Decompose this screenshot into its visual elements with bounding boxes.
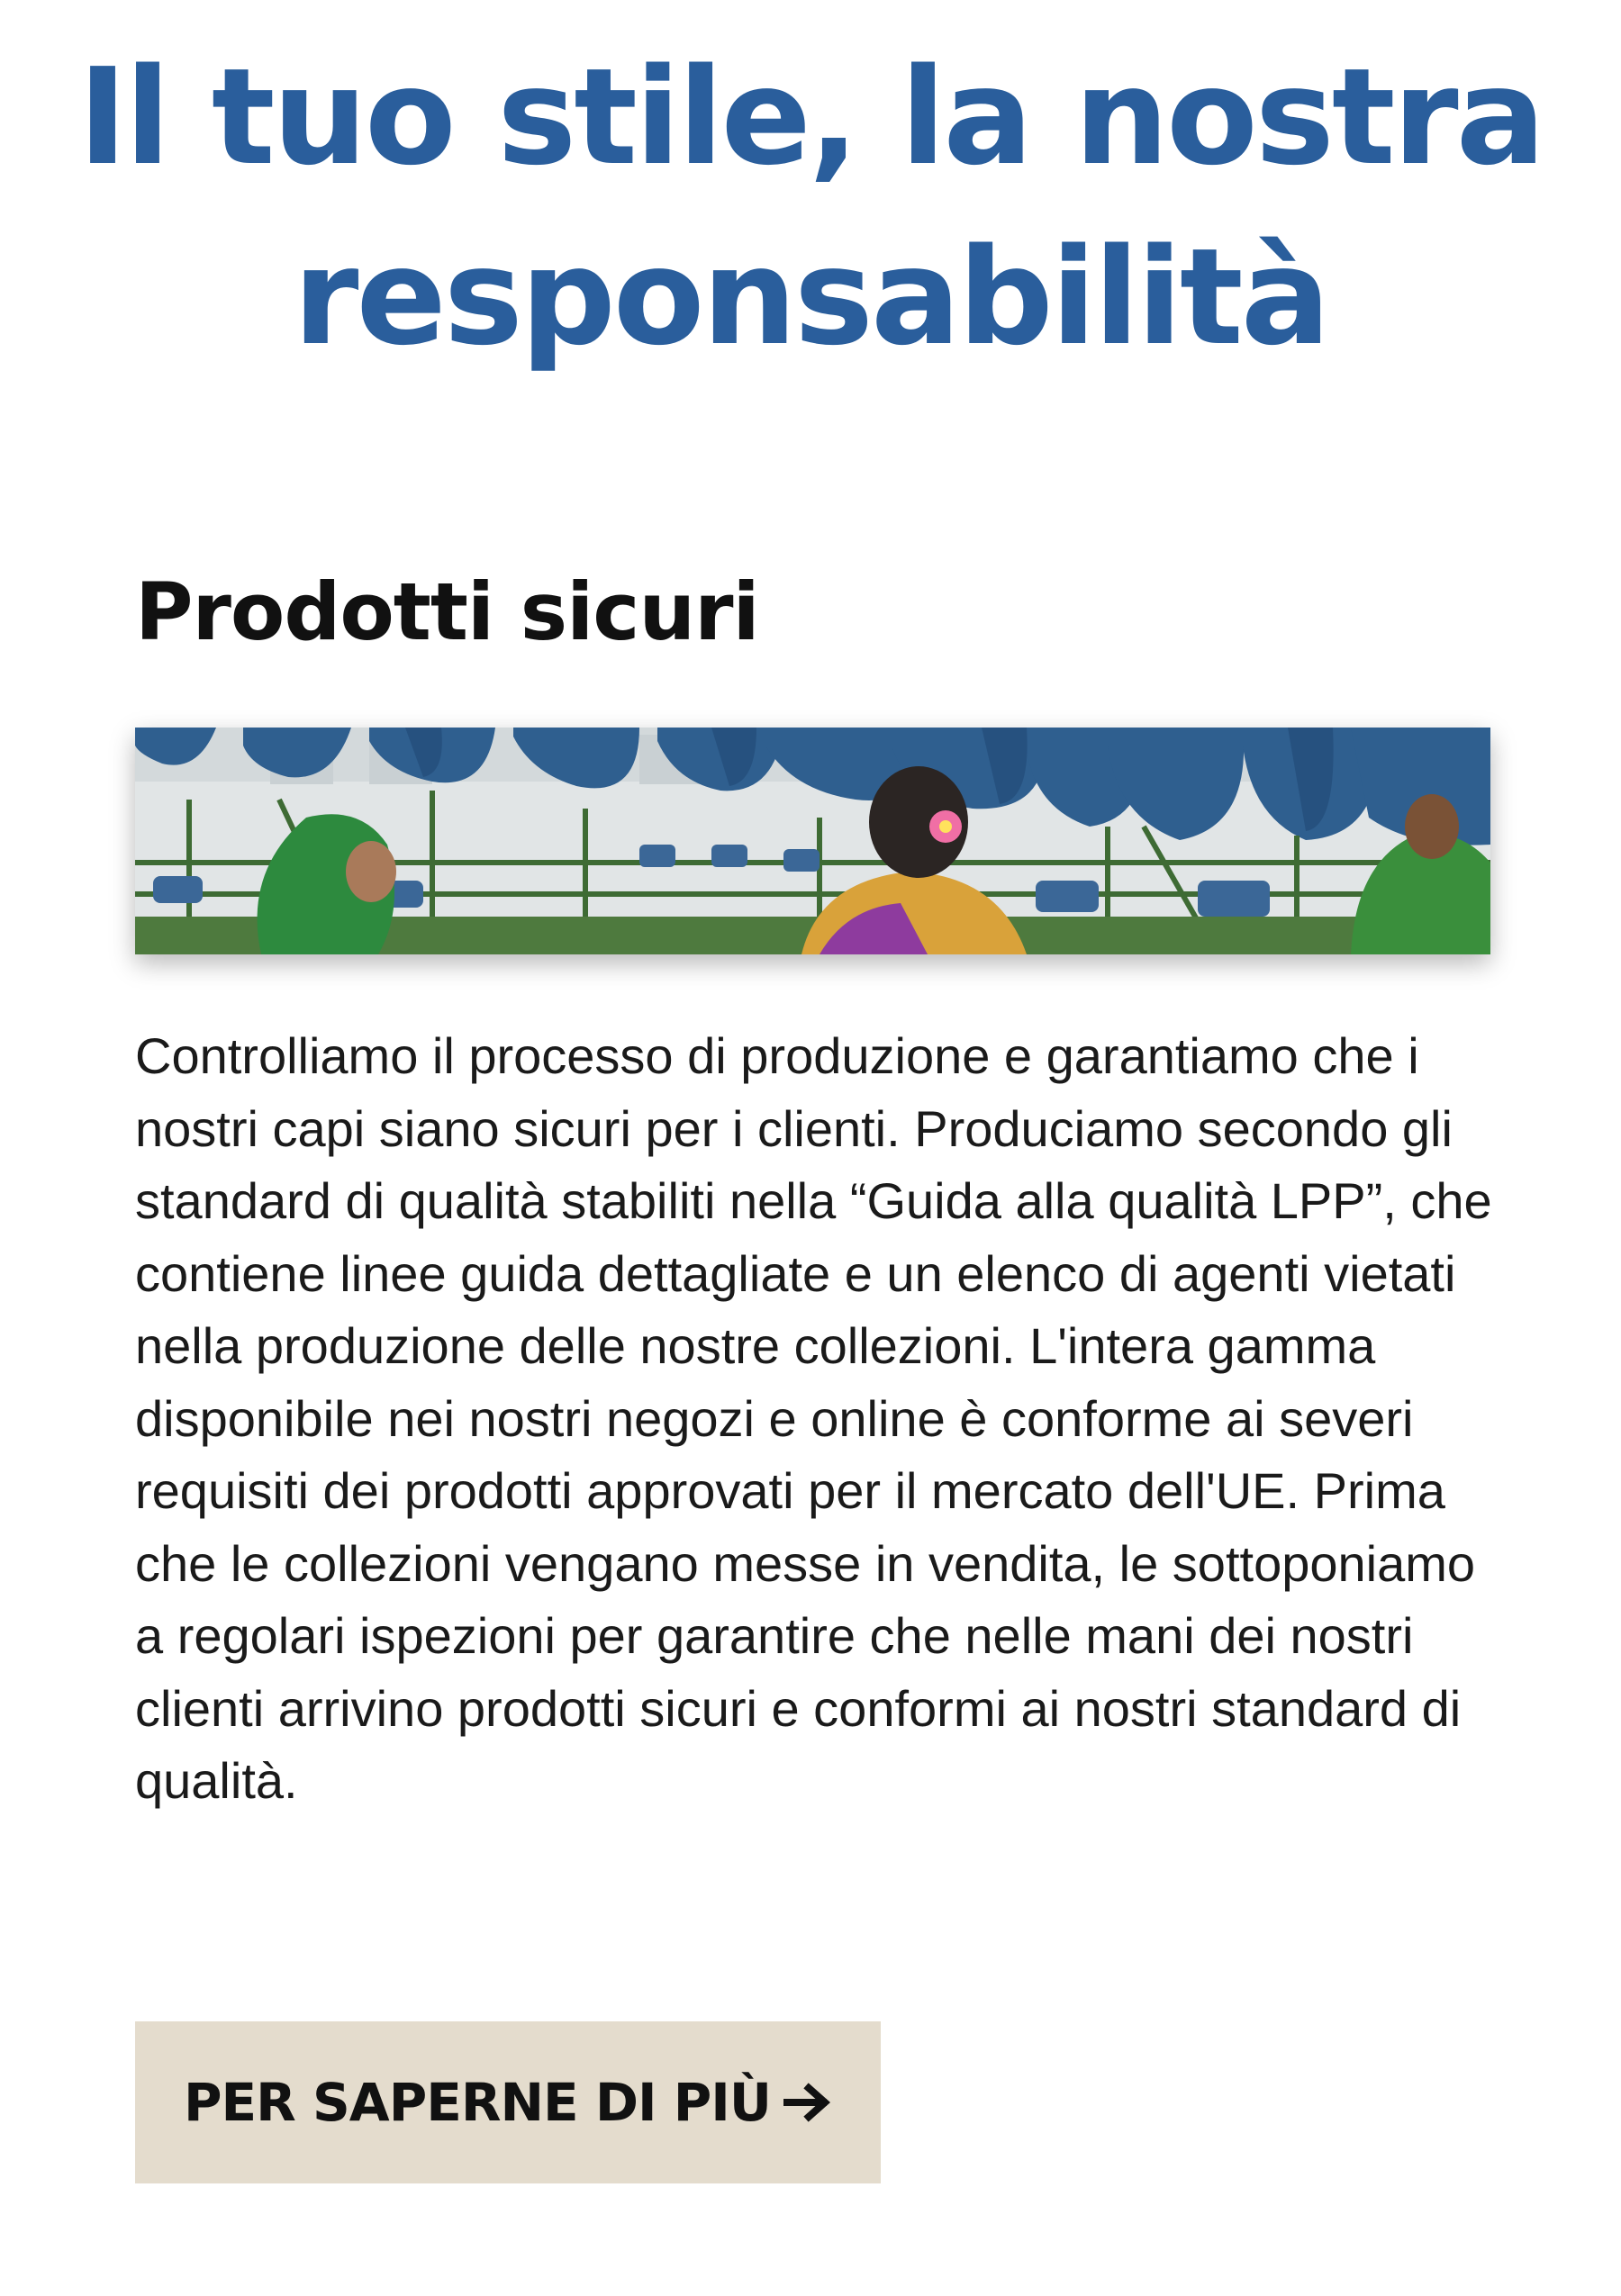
factory-photo [135, 728, 1490, 954]
arrow-right-icon [783, 2083, 832, 2122]
section-body-text: Controlliamo il processo di produzione e garantiamo che i nostri capi siano sicuri per i clienti. Produciamo secondo gli standard di qualità stabiliti nella “Guida alla qualità LPP”, che contiene linee guida dettagliate e un elenco di agenti vietati nella produzione delle nostre collezioni. L'intera gamma disponibile nei nostri negozi e online è conforme ai severi requisiti dei prodotti approvati per il mercato dell'UE. Prima che le collezioni vengano messe in vendita, le sottoponiamo a regolari ispezioni per garantire che nelle mani dei nostri clienti arrivino prodotti sicuri e conformi ai nostri standard di qualità. [135, 1027, 1492, 1809]
section-title: Prodotti sicuri [135, 565, 759, 658]
page-title-line-2: responsabilità [293, 220, 1328, 375]
page-title [0, 27, 1621, 387]
learn-more-button[interactable] [135, 2021, 881, 2183]
page-title-line-1: Il tuo stile, la nostra [77, 40, 1544, 194]
learn-more-button-label: PER SAPERNE DI PIÙ [184, 2072, 771, 2133]
